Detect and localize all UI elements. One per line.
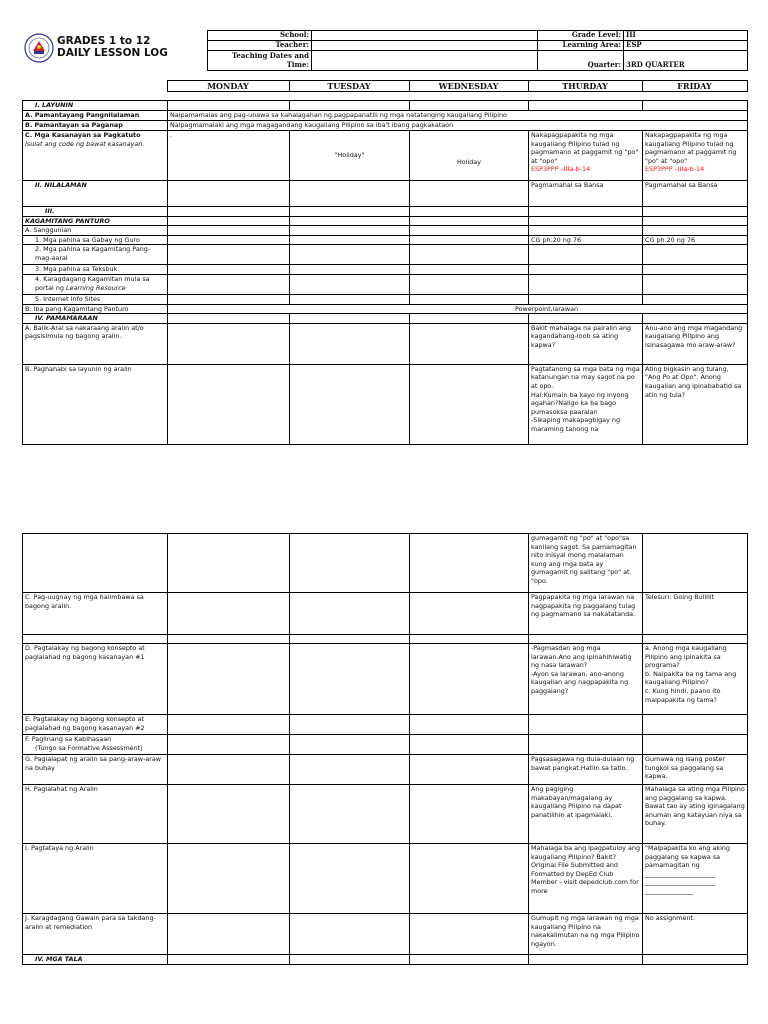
learning-area-value: ESP — [626, 40, 642, 49]
row-pagtalakay-1 — [23, 644, 748, 715]
lesson-log-table-page1 — [22, 100, 748, 445]
row-kagamitang — [23, 216, 748, 226]
row-pagtataya — [23, 844, 748, 914]
kasanayan-thursday-code: ESP3PPP –IIIa-b-14 — [531, 165, 591, 174]
sanggunian-label: A. Sanggunian — [23, 226, 168, 236]
grade-level-label: Grade Level: — [571, 30, 621, 39]
row-paghahabi — [23, 364, 748, 444]
iba-pang-kagamitan-value: Powerpoint,larawan — [168, 304, 748, 314]
nilalaman-friday: Pagmamahal sa Bansa — [643, 181, 748, 207]
gabay-guro-friday: CG ph.20 ng 76 — [643, 235, 748, 245]
pamantayang-pangnilalaman-label: A. Pamantayang Pangnilalaman — [23, 111, 168, 121]
teaching-dates-value[interactable] — [312, 51, 538, 71]
row-kasanayan — [23, 131, 748, 181]
nilalaman-thursday: Pagmamahal sa Bansa — [529, 181, 643, 207]
row-iii — [23, 207, 748, 217]
balik-aral-friday: Anu-ano ang mga magandang kaugaliang Pilipino ang isinasagawa mo araw-araw? — [643, 323, 748, 364]
internet-info-label: 5. Internet Info Sites — [23, 294, 168, 304]
day-friday: FRIDAY — [642, 81, 747, 92]
row-iba-pang-kagamitan — [23, 304, 748, 314]
row-continuation — [23, 534, 748, 593]
gabay-guro-label: 1. Mga pahina sa Gabay ng Guro — [23, 235, 168, 245]
kasanayan-label: C. Mga Kasanayan sa Pagkatuto — [25, 131, 141, 139]
learning-resource-label-italic: Learning Resource — [65, 283, 126, 292]
karagdagang-gawain-friday: No assignment. — [643, 914, 748, 955]
row-teksbuk — [23, 265, 748, 275]
teksbuk-label: 3. Mga pahina sa Teksbuk — [23, 265, 168, 275]
karagdagang-gawain-label: J. Karagdagang Gawain para sa takdang-aralin at remediation — [23, 914, 168, 955]
school-value[interactable] — [312, 31, 538, 41]
section-iii-heading: III. — [23, 207, 168, 217]
header-info-table — [207, 30, 748, 71]
row-spacer — [23, 635, 748, 644]
row-paglalapat — [23, 755, 748, 785]
kasanayan-monday: . — [168, 131, 290, 181]
paglinang-label: F. Paglinang sa Kabihasaan — [25, 735, 112, 743]
school-label: School: — [280, 30, 309, 39]
pagtalakay-1-friday: a. Anong mga kaugaliang Pilipino ang ipinakita sa programa? b. Naipakita ba ng tama ang kaugaliang Pilipino? c. Kung hindi, paano ito maipapakita ng tama? — [643, 644, 748, 715]
kasanayan-friday-text: Nakapagpapakita ng mga kaugaliang Pilipino tulad ng pagmamano at paggamit ng "po" at "opo" — [645, 131, 737, 165]
row-paglalahat — [23, 785, 748, 844]
nilalaman-heading: II. NILALAMAN — [23, 181, 168, 207]
pamantayan-paganap-text: Naipagmamalaki ang mga magagandang kaugaliang Pilipino sa iba't ibang pagkakataon — [168, 121, 748, 131]
learning-resource-label: 4. Karagdagang Kagamitan mula sa portal ng — [35, 274, 150, 292]
row-internet-info — [23, 294, 748, 304]
row-mga-tala — [23, 955, 748, 965]
gabay-guro-thursday: CG ph.20 ng 76 — [529, 235, 643, 245]
kagamitang-mag-aaral-label: 2. Mga pahina sa Kagamitang Pang-mag-aaral — [23, 245, 168, 265]
balik-aral-thursday: Bakit mahalaga na pairalin ang kagandahang-loob sa ating kapwa? — [529, 323, 643, 364]
lesson-log-table-page2 — [22, 533, 748, 965]
iba-pang-kagamitan-label: B. Iba pang Kagamitang Panturo — [23, 304, 168, 314]
pagtalakay-1-label: D. Pagtalakay ng bagong konsepto at paglalahad ng bagong kasanayan #1 — [23, 644, 168, 715]
kagamitang-panturo-heading: KAGAMITANG PANTURO — [23, 216, 168, 226]
pag-uugnay-label: C. Pag-uugnay ng mga halimbawa sa bagong aralin. — [23, 593, 168, 635]
pamamaraan-heading: IV. PAMAMARAAN — [23, 314, 168, 324]
layunin-heading: I. LAYUNIN — [23, 101, 168, 111]
paglalapat-friday: Gumawa ng isang poster tungkol sa paggalang sa kapwa. — [643, 755, 748, 785]
paglalapat-label: G. Paglalapat ng aralin sa pang-araw-araw na buhay — [23, 755, 168, 785]
paglalahat-label: H. Paglalahat ng Aralin — [23, 785, 168, 844]
row-pagtalakay-2 — [23, 715, 748, 735]
pagtalakay-2-label: E. Pagtalakay ng bagong konsepto at paglalahad ng bagong kasanayan #2 — [23, 715, 168, 735]
pagtataya-label: I. Pagtataya ng Aralin — [23, 844, 168, 914]
row-layunin — [23, 101, 748, 111]
learning-area-label: Learning Area: — [562, 40, 621, 49]
pag-uugnay-thursday: Pagpapakita ng mga larawan na nagpapakita ng paggalang tulag ng pagmamano sa nakatatanda. — [529, 593, 643, 635]
teacher-value[interactable] — [312, 41, 538, 51]
row-karagdagang-gawain — [23, 914, 748, 955]
karagdagang-gawain-thursday: Gumupit ng mga larawan ng mga kaugaliang Pilipino na nakakalimutan na ng mga Pilipino ngayon. — [529, 914, 643, 955]
day-monday: MONDAY — [167, 81, 289, 92]
pagtalakay-1-thursday: -Pagmasdan ang mga larawan.Ano ang ipinahihiwatig ng nasa larawan? -Ayon sa larawan, ano-anong kaugalian ang nagpapakita ng paggalang? — [529, 644, 643, 715]
day-wednesday: WEDNESDAY — [409, 81, 528, 92]
row-pamantayang-pangnilalaman — [23, 111, 748, 121]
balik-aral-label: A. Balik-Aral sa nakaraang aralin at/o pagsisimula ng bagong aralin. — [23, 323, 168, 364]
row-pamamaraan — [23, 314, 748, 324]
teaching-dates-label: Teaching Dates and Time: — [231, 51, 309, 69]
row-sanggunian — [23, 226, 748, 236]
deped-seal-logo — [24, 33, 54, 63]
kasanayan-thursday-text: Nakapagpapakita ng mga kaugaliang Pilipino tulad ng pagmamano at paggamit ng "po" at "opo" — [531, 131, 639, 165]
quarter-value: 3RD QUARTER — [626, 60, 685, 70]
paghahabi-label: B. Paghahabi sa layunin ng aralin — [23, 364, 168, 444]
row-balik-aral — [23, 323, 748, 364]
row-gabay-guro — [23, 235, 748, 245]
row-paglinang — [23, 735, 748, 755]
row-kagamitang-mag-aaral — [23, 245, 748, 265]
paglalapat-thursday: Pagsasagawa ng dula-dulaan ng bawat pangkat.Hatiin sa tatlo. — [529, 755, 643, 785]
paghahabi-thursday: Pagtatanong sa mga bata ng mga katanungan na may sagot na po at opo. Hal:Kumain ba kayo ng inyong agahan?Naligo ka ba bago pumasoksa paaralan -Sikaping makapagbigay ng maraming tanong na — [529, 364, 643, 444]
mga-tala-heading: IV. MGA TALA — [23, 955, 168, 965]
kasanayan-wednesday: Holiday — [410, 131, 529, 181]
form-title-line1: GRADES 1 to 12 — [57, 35, 151, 47]
pamantayan-paganap-label: B. Pamantayan sa Paganap — [23, 121, 168, 131]
day-header-blank — [22, 81, 167, 92]
paglalahat-friday: Mahalaga sa ating mga Pilipino ang paggalang sa kapwa. Bawat tao ay ating iginagalang anuman ang katayuan niya sa buhay. — [643, 785, 748, 844]
teacher-label: Teacher: — [275, 40, 309, 49]
pamantayang-pangnilalaman-text: Naipamamalas ang pag-unawa sa kahalagahan ng pagpapanatili ng mga natatanging kaugaliang Pilipino — [168, 111, 748, 121]
continuation-thursday: gumagamit ng "po" at "opo"sa kanilang sagot. Sa pamamagitan nito inisyal mong malalaman kung ang mga bata ay gumagamit ng salitang "po" at "opo. — [529, 534, 643, 593]
row-pamantayan-paganap — [23, 121, 748, 131]
day-header-table — [22, 80, 748, 92]
pagtataya-thursday: Mahalaga ba ang ipagpatuloy ang kaugaliang Pilipino? Bakit? Original File Submitted and Formatted by DepEd Club Member - visit depedclub.com for more — [529, 844, 643, 914]
form-title-line2: DAILY LESSON LOG — [57, 47, 168, 59]
pag-uugnay-friday: Telesuri: Going Bullilit — [643, 593, 748, 635]
day-tuesday: TUESDAY — [289, 81, 409, 92]
kasanayan-tuesday: "Holiday" — [290, 131, 410, 181]
kasanayan-friday-code: ESP3PPP –IIIa-b-14 — [645, 165, 705, 174]
row-nilalaman — [23, 181, 748, 207]
kasanayan-sublabel: Isulat ang code ng bawat kasanayan. — [25, 139, 145, 148]
pagtataya-friday: "Maipapakita ko ang aking paggalang sa kapwa sa pamamagitan ng ______________________ ______________________ _______________ — [643, 844, 748, 914]
day-thursday: THURDAY — [528, 81, 642, 92]
row-learning-resource — [23, 274, 748, 294]
grade-level-value: III — [626, 30, 636, 39]
paglinang-sublabel: (Tungo sa Formative Assessment) — [35, 743, 143, 752]
row-pag-uugnay — [23, 593, 748, 635]
quarter-label: Quarter: — [587, 60, 621, 70]
paglalahat-thursday: Ang pagiging makabayan/magalang ay kaugaliang Pilipino na dapat panatilihin at ipagmalaki. — [529, 785, 643, 844]
paghahabi-friday: Ating bigkasin ang tulang, "Ang Po at Opo". Anong kaugalian ang ipinababatid sa atin ng tula? — [643, 364, 748, 444]
